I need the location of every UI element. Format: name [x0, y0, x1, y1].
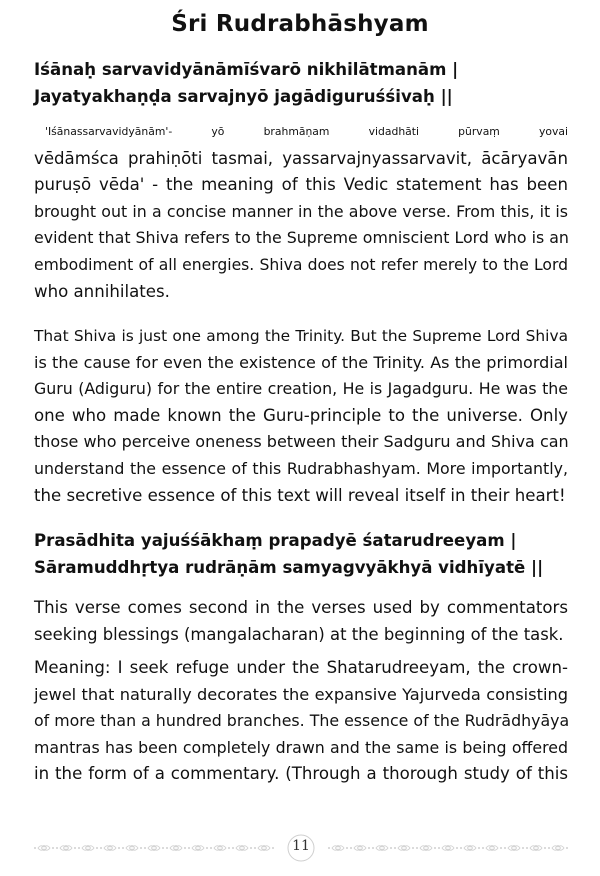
paragraph-3 — [34, 595, 568, 648]
text-line: vēdāmśca prahiṇōti tasmai, yassarvajnyassarvavit, ācāryavān — [34, 148, 568, 168]
paragraph-1 — [34, 119, 568, 305]
verse-block-2 — [34, 527, 568, 581]
page-number: 11 — [292, 838, 310, 854]
text-line: jewel that naturally decorates the expansive Yajurveda consisting — [34, 684, 568, 704]
text-line: embodiment of all energies. Shiva does not refer merely to the Lord — [34, 255, 568, 274]
text-line: is the cause for even the existence of the Trinity. As the primordial — [34, 352, 568, 372]
page-title: Śri Rudrabhāshyam — [171, 11, 429, 37]
text-line: understand the essence of this Rudrabhashyam. More importantly, — [34, 458, 568, 478]
text-line: of more than a hundred branches. The essence of the Rudrādhyāya — [34, 711, 570, 731]
text-line: seeking blessings (mangalacharan) at the beginning of the task. — [34, 624, 564, 644]
verse-line: Jayatyakhaṇḍa sarvajnyō jagādiguruśśivaḥ || — [34, 87, 453, 106]
text-line: Guru (Adiguru) for the entire creation, He is Jagadguru. He was the — [34, 379, 568, 399]
text-line: evident that Shiva refers to the Supreme omniscient Lord who is an — [34, 228, 569, 248]
text-line: puruṣō vēda' - the meaning of this Vedic statement has been — [34, 175, 568, 195]
paragraph-2 — [34, 323, 568, 509]
text-line: mantras has been completely drawn and the same is being offered — [34, 737, 568, 757]
text-line: 'Iśānassarvavidyānām'- yō brahmāṇam vidadhāti pūrvaṃ yovai — [45, 125, 568, 138]
page-footer — [34, 832, 568, 862]
paragraph-4 — [34, 655, 568, 788]
verse-block-1 — [34, 56, 568, 110]
text-line: Meaning: I seek refuge under the Shatarudreeyam, the crown- — [34, 658, 568, 677]
verse-line: Iśānaḥ sarvavidyānāmīśvarō nikhilātmanām | — [34, 60, 459, 79]
verse-line: Sāramuddhṛtya rudrāṇām samyagvyākhyā vidhīyatē || — [34, 558, 544, 577]
text-line: those who perceive oneness between their Sadguru and Shiva can — [34, 432, 569, 452]
text-line: the secretive essence of this text will reveal itself in their heart! — [34, 485, 566, 505]
text-line: brought out in a concise manner in the above verse. From this, it is — [34, 201, 568, 221]
text-line: This verse comes second in the verses used by commentators — [34, 598, 568, 617]
text-line: one who made known the Guru-principle to the universe. Only — [34, 405, 568, 425]
verse-line: Prasādhita yajuśśākhaṃ prapadyē śatarudreeyam | — [34, 531, 517, 550]
text-line: who annihilates. — [34, 281, 170, 301]
text-line: That Shiva is just one among the Trinity. But the Supreme Lord Shiva — [34, 327, 568, 345]
text-line: in the form of a commentary. (Through a thorough study of this — [34, 764, 568, 784]
